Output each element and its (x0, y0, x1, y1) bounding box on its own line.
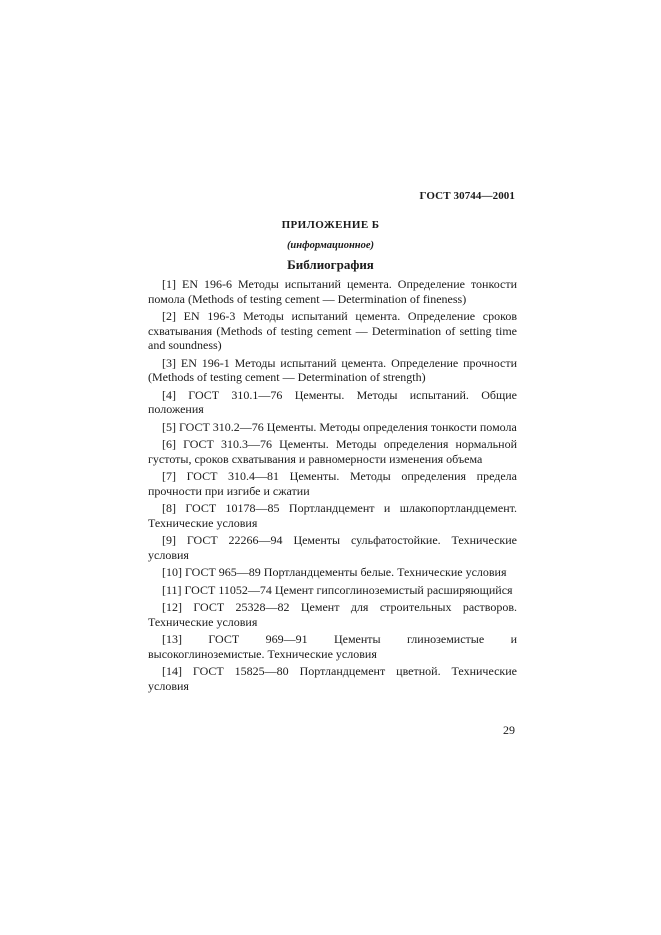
bibliography-item: [12] ГОСТ 25328—82 Цемент для строительных растворов. Технические условия (148, 600, 517, 629)
document-code: ГОСТ 30744—2001 (419, 190, 515, 202)
bibliography-item: [5] ГОСТ 310.2—76 Цементы. Методы определения тонкости помола (162, 419, 517, 434)
bibliography-item: [9] ГОСТ 22266—94 Цементы сульфатостойкие. Технические условия (148, 533, 517, 562)
bibliography-item: [11] ГОСТ 11052—74 Цемент гипсоглиноземистый расширяющийся (162, 582, 513, 597)
appendix-title: ПРИЛОЖЕНИЕ Б (281, 219, 380, 231)
bibliography-item: [7] ГОСТ 310.4—81 Цементы. Методы определения предела прочности при изгибе и сжатии (148, 469, 517, 498)
bibliography-item: [6] ГОСТ 310.3—76 Цементы. Методы определения нормальной густоты, сроков схватывания и равномерности изменения объема (148, 437, 517, 466)
bibliography-list (148, 277, 517, 696)
bibliography-item: [10] ГОСТ 965—89 Портландцементы белые. Технические условия (162, 565, 507, 579)
section-title: Библиография (287, 257, 374, 272)
bibliography-item: [8] ГОСТ 10178—85 Портландцемент и шлакопортландцемент. Технические условия (148, 501, 517, 530)
bibliography-item: [3] EN 196-1 Методы испытаний цемента. Определение прочности (Methods of testing cement — Determination of strength) (148, 355, 517, 384)
bibliography-item: [4] ГОСТ 310.1—76 Цементы. Методы испытаний. Общие положения (148, 387, 517, 416)
bibliography-item: [2] EN 196-3 Методы испытаний цемента. Определение сроков схватывания (Methods of testing cement — Determination of setting time and soundness) (148, 309, 517, 352)
bibliography-item: [1] EN 196-6 Методы испытаний цемента. Определение тонкости помола (Methods of testing cement — Determination of fineness) (148, 277, 517, 306)
appendix-note: (информационное) (286, 240, 375, 251)
page-number: 29 (503, 723, 515, 737)
bibliography-item: [13] ГОСТ 969—91 Цементы глиноземистые и высокоглиноземистые. Технические условия (148, 632, 517, 661)
bibliography-item: [14] ГОСТ 15825—80 Портландцемент цветной. Технические условия (148, 664, 517, 693)
